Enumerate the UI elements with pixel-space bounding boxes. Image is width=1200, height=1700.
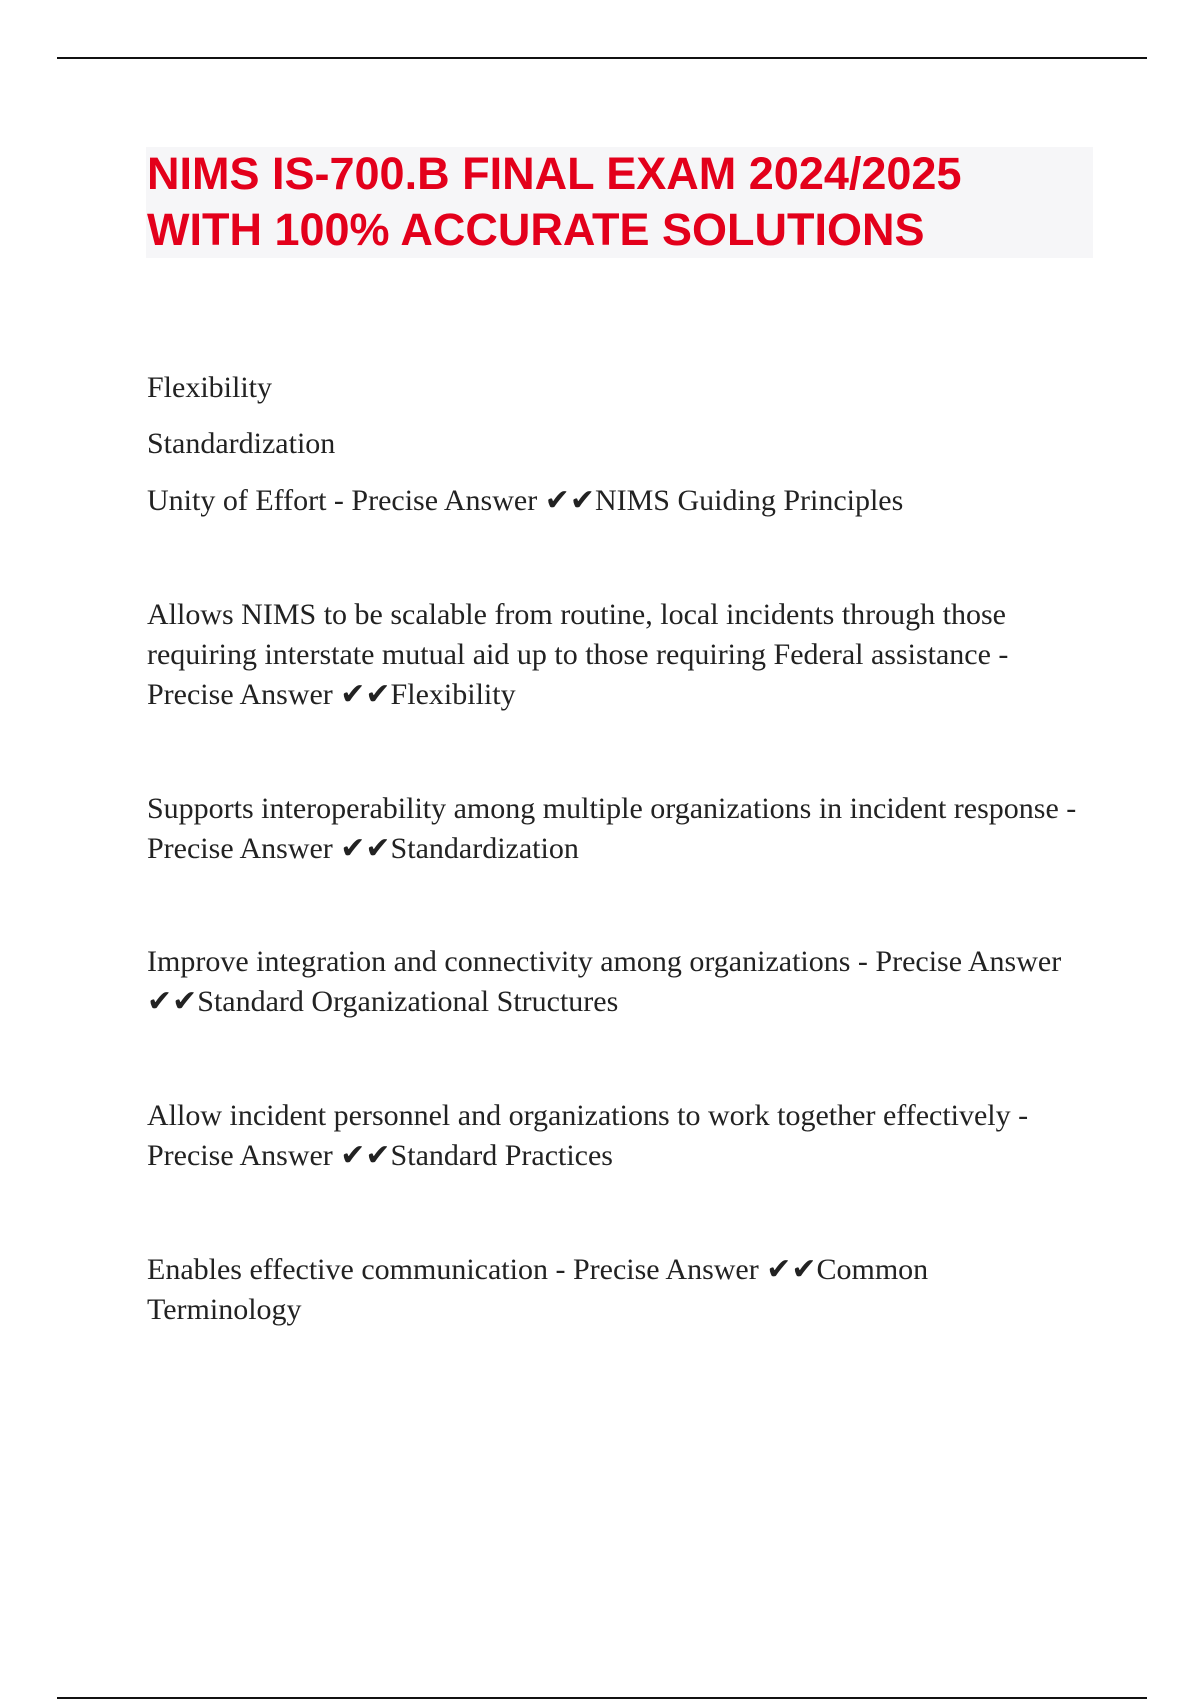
list-item: Unity of Effort - Precise Answer ✔✔NIMS Guiding Principles xyxy=(147,484,904,517)
qa-item: Allow incident personnel and organizations to work together effectively - Precise Answer ✔✔Standard Practices xyxy=(147,1099,1029,1172)
list-item: Flexibility xyxy=(147,371,273,404)
qa-item: Supports interoperability among multiple organizations in incident response - Precise Answer ✔✔Standardization xyxy=(147,792,1077,865)
top-rule xyxy=(57,57,1147,59)
bottom-rule xyxy=(57,1697,1147,1699)
qa-item: Allows NIMS to be scalable from routine, local incidents through those requiring interstate mutual aid up to those requiring Federal assistance - Precise Answer ✔✔Flexibility xyxy=(147,598,1009,711)
list-item: Standardization xyxy=(147,427,336,460)
title-line-1: NIMS IS-700.B FINAL EXAM 2024/2025 xyxy=(147,148,962,199)
title-line-2: WITH 100% ACCURATE SOLUTIONS xyxy=(147,204,925,255)
qa-item: Enables effective communication - Precise Answer ✔✔Common Terminology xyxy=(147,1253,929,1326)
qa-item: Improve integration and connectivity among organizations - Precise Answer ✔✔Standard Organizational Structures xyxy=(147,945,1062,1018)
